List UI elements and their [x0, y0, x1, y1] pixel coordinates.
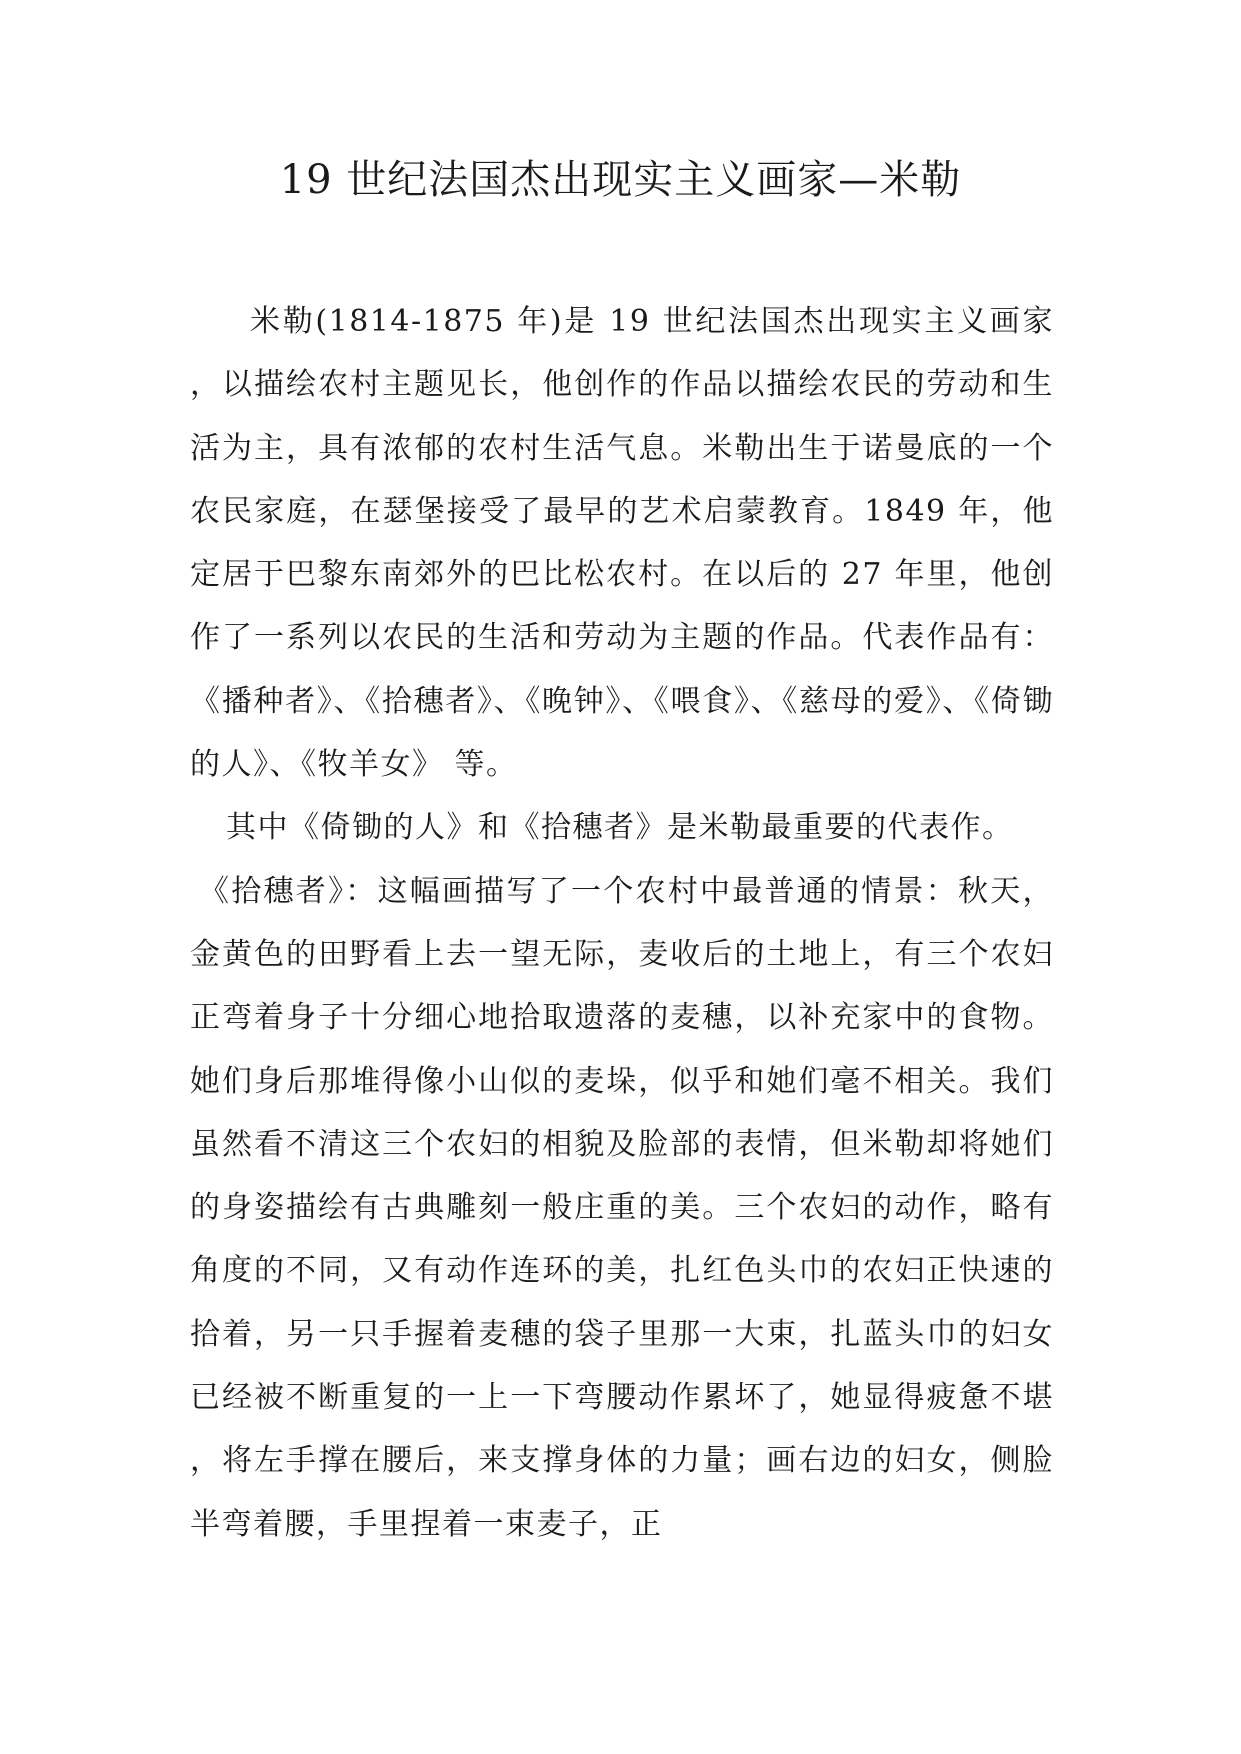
document-body: [190, 290, 1054, 1556]
paragraph-key-works: 其中《倚锄的人》和《拾穗者》是米勒最重要的代表作。: [226, 810, 1014, 846]
document-title: 19 世纪法国杰出现实主义画家—米勒: [279, 157, 962, 203]
paragraph-intro: 米勒(1814-1875 年)是 19 世纪法国杰出现实主义画家，以描绘农村主题见长，他创作的作品以描绘农民的劳动和生活为主，具有浓郁的农村生活气息。米勒出生于诺曼底的一个农民家庭，在瑟堡接受了最早的艺术启蒙教育。1849 年，他定居于巴黎东南郊外的巴比松农村。在以后的 27 年里，他创作了一系列以农民的生活和劳动为主题的作品。代表作品有：《播种者》、《拾穗者》、《晚钟》、《喂食》、《慈母的爱》、《倚锄的人》、《牧羊女》 等。: [190, 304, 1054, 783]
paragraph-gleaners: 《拾穗者》：这幅画描写了一个农村中最普通的情景：秋天，金黄色的田野看上去一望无际，麦收后的土地上，有三个农妇正弯着身子十分细心地拾取遗落的麦穗，以补充家中的食物。她们身后那堆得像小山似的麦垛，似乎和她们毫不相关。我们虽然看不清这三个农妇的相貌及脸部的表情，但米勒却将她们的身姿描绘有古典雕刻一般庄重的美。三个农妇的动作，略有角度的不同，又有动作连环的美，扎红色头巾的农妇正快速的拾着，另一只手握着麦穗的袋子里那一大束，扎蓝头巾的妇女已经被不断重复的一上一下弯腰动作累坏了，她显得疲惫不堪，将左手撑在腰后，来支撑身体的力量；画右边的妇女，侧脸半弯着腰，手里捏着一束麦子，正: [190, 873, 1054, 1542]
